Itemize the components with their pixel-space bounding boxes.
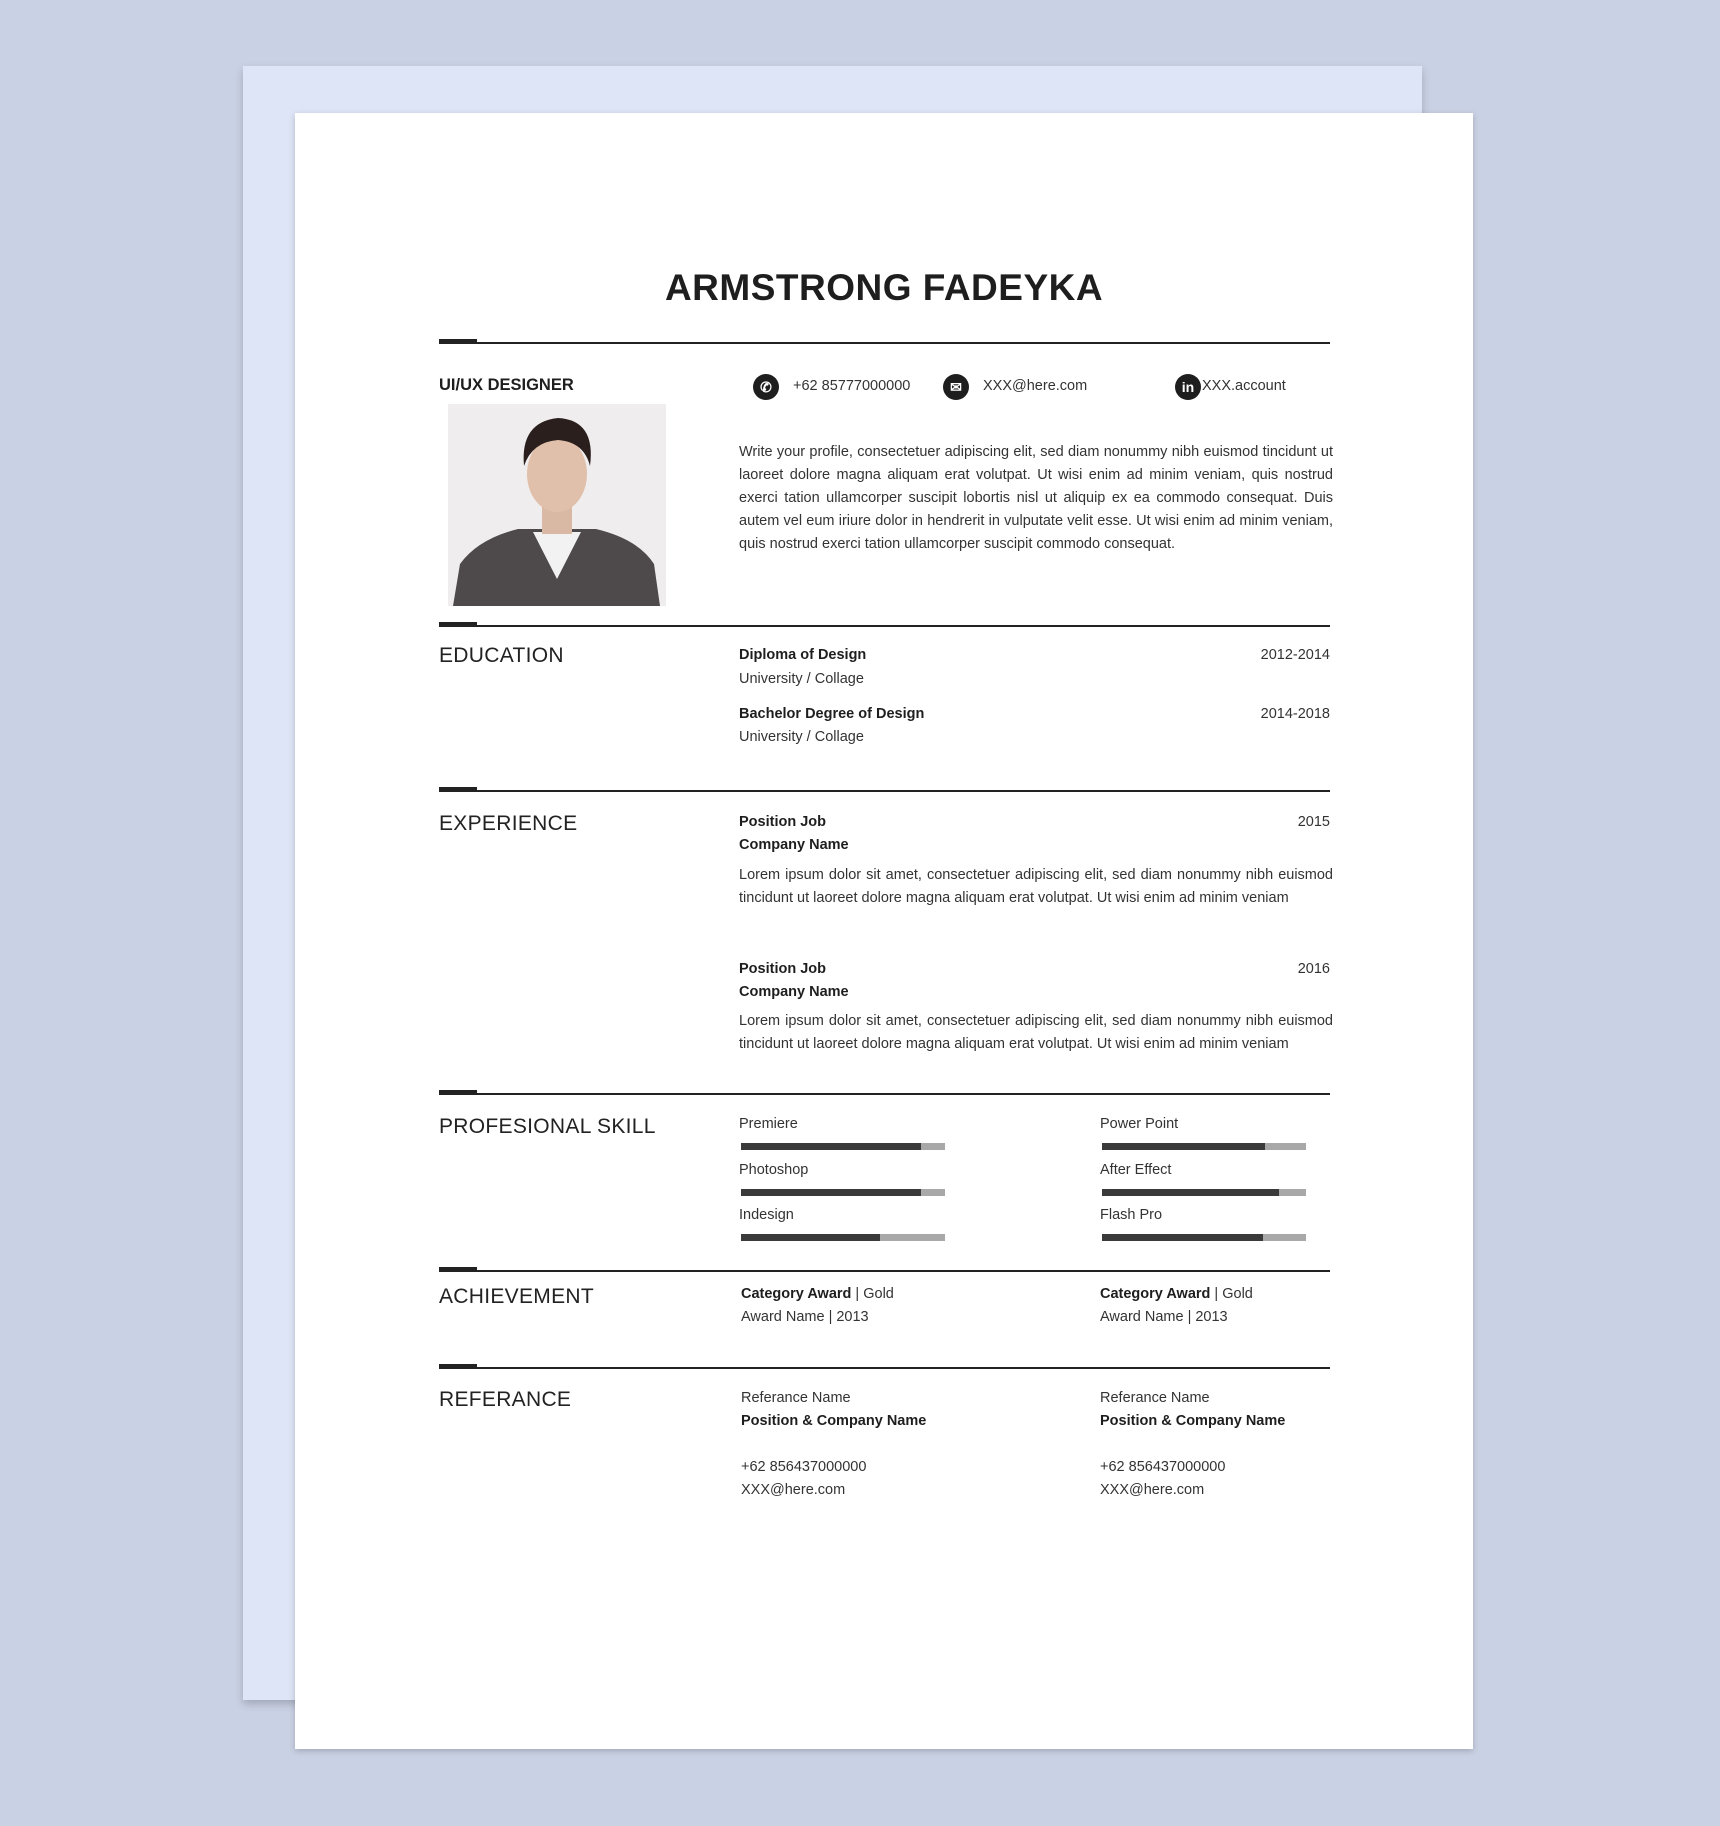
skill-level-fill [741,1234,880,1241]
education-heading: EDUCATION [439,644,564,667]
skill-name: After Effect [1100,1162,1172,1178]
experience-position: Position Job [739,814,826,830]
divider [439,342,1330,344]
skill-name: Photoshop [739,1162,809,1178]
divider [439,790,1330,792]
achievement-heading: ACHIEVEMENT [439,1285,594,1308]
skill-level-fill [1102,1143,1265,1150]
skill-name: Flash Pro [1100,1207,1163,1223]
reference-phone: +62 856437000000 [741,1459,867,1475]
reference-name: Referance Name [741,1390,851,1406]
experience-description: Lorem ipsum dolor sit amet, consectetuer adipiscing elit, sed diam nonummy nibh euismod tincidunt ut laoreet dolore magna aliquam erat volutpat. Ut wisi enim ad minim veniam [739,1013,1333,1052]
skill-level-bar [741,1143,945,1150]
skill-level-fill [741,1143,921,1150]
award-category: Category Award [1100,1286,1211,1302]
reference-position: Position & Company Name [1100,1413,1286,1429]
skill-level-fill [1102,1189,1279,1196]
achievement-category [741,1286,894,1302]
skill-level-bar [1102,1143,1306,1150]
skill-level-fill [741,1189,921,1196]
skill-level-bar [1102,1189,1306,1196]
contact-email: XXX@here.com [983,378,1088,394]
skill-name: Premiere [739,1116,798,1132]
skill-name: Power Point [1100,1116,1179,1132]
reference-phone: +62 856437000000 [1100,1459,1226,1475]
education-degree: Bachelor Degree of Design [739,706,925,722]
reference-email: XXX@here.com [741,1482,846,1498]
profile-summary: Write your profile, consectetuer adipiscing elit, sed diam nonummy nibh euismod tincidunt ut laoreet dolore magna aliquam erat volutpat. Ut wisi enim ad minim veniam, quis nostrud exerci tation ullamcorper suscipit lobortis nisl ut aliquip ex ea commodo consequat. Duis autem vel eum iriure dolor in hendrerit in vulputate velit esse. Ut wisi enim ad minim veniam, quis nostrud exerci tation ullamcorper suscipit commodo consequat. [739,444,1333,552]
award-medal: | Gold [1210,1286,1253,1302]
profile-photo [448,404,666,606]
linkedin-icon: in [1175,374,1201,400]
achievement-category [1100,1286,1253,1302]
award-medal: | Gold [851,1286,894,1302]
experience-company: Company Name [739,984,849,1000]
skill-name: Indesign [739,1207,794,1223]
divider [439,1093,1330,1095]
experience-year: 2015 [1297,814,1330,830]
experience-year: 2016 [1297,961,1330,977]
experience-description: Lorem ipsum dolor sit amet, consectetuer adipiscing elit, sed diam nonummy nibh euismod tincidunt ut laoreet dolore magna aliquam erat volutpat. Ut wisi enim ad minim veniam [739,867,1333,906]
experience-heading: EXPERIENCE [439,812,578,835]
divider [439,1367,1330,1369]
contact-linkedin: XXX.account [1202,378,1286,394]
education-years: 2014-2018 [1260,706,1330,722]
skill-level-bar [741,1189,945,1196]
skill-level-bar [1102,1234,1306,1241]
contact-phone: +62 85777000000 [793,378,911,394]
award-category: Category Award [741,1286,852,1302]
reference-heading: REFERANCE [439,1388,572,1411]
reference-email: XXX@here.com [1100,1482,1205,1498]
award-name: Award Name | 2013 [741,1309,869,1325]
skill-level-bar [741,1234,945,1241]
reference-position: Position & Company Name [741,1413,927,1429]
experience-position: Position Job [739,961,826,977]
education-years: 2012-2014 [1260,647,1330,663]
reference-name: Referance Name [1100,1390,1210,1406]
experience-company: Company Name [739,837,849,853]
education-degree: Diploma of Design [739,647,867,663]
email-icon: ✉ [943,374,969,400]
education-school: University / Collage [739,671,864,687]
candidate-name: ARMSTRONG FADEYKA [664,267,1104,308]
skills-heading: PROFESIONAL SKILL [439,1115,656,1138]
phone-icon: ✆ [753,374,779,400]
resume-page [295,113,1473,1749]
award-name: Award Name | 2013 [1100,1309,1228,1325]
divider [439,625,1330,627]
education-school: University / Collage [739,729,864,745]
job-title: UI/UX DESIGNER [439,376,574,394]
skill-level-fill [1102,1234,1263,1241]
divider [439,1270,1330,1272]
